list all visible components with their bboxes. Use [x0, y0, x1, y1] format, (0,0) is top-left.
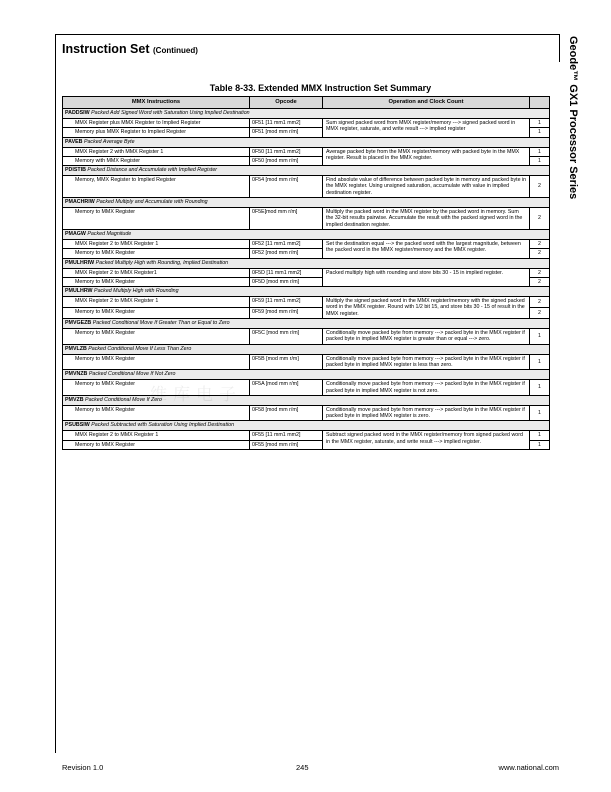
clock-count: 1 [530, 405, 550, 421]
operand-form: Memory with MMX Register [63, 156, 250, 165]
instruction-mnemonic: PMACHRIW [65, 199, 95, 206]
operand-form: Memory to MMX Register [63, 440, 250, 449]
table-body [63, 109, 550, 450]
table-row [63, 405, 550, 421]
instruction-description: Packed Conditional Move If Zero [85, 396, 162, 403]
instruction-group-cell [63, 229, 550, 239]
opcode: 0F59 [11 mm1 mm2] [250, 297, 323, 308]
operand-form: Memory to MMX Register [63, 208, 250, 230]
opcode: 0F55 [11 mm1 mm2] [250, 431, 323, 440]
section-title-text: Instruction Set [62, 42, 150, 56]
instruction-group-row [63, 166, 550, 176]
opcode: 0F5D [11 mm1 mm2] [250, 268, 323, 277]
opcode: 0F58 [mod mm r/m] [250, 405, 323, 421]
instruction-description: Packed Distance and Accumulate with Implied Register [87, 167, 218, 174]
table-row [63, 380, 550, 396]
clock-count: 1 [530, 119, 550, 128]
operation-text: Multiply the packed word in the MMX register by the packed word in memory. Sum the 32-bit results pairwise. Accumulate the result with the packed signed word in the implied destination register. [323, 208, 530, 230]
instruction-group-cell [63, 370, 550, 380]
table-row [63, 176, 550, 198]
operand-form: Memory to MMX Register [63, 405, 250, 421]
clock-count: 1 [530, 156, 550, 165]
operand-form: MMX Register 2 to MMX Register 1 [63, 239, 250, 248]
opcode: 0F51 [11 mm1 mm2] [250, 119, 323, 128]
operation-text: Average packed byte from the MMX register/memory with packed byte in the MMX register. Result is placed in the MMX register. [323, 147, 530, 166]
header-clock [530, 97, 550, 109]
instruction-group-row [63, 287, 550, 297]
instruction-group-row [63, 395, 550, 405]
instruction-description: Packed Add Signed Word with Saturation Using Implied Destination [91, 110, 250, 116]
table-row [63, 268, 550, 277]
clock-count: 2 [530, 268, 550, 277]
operand-form: Memory to MMX Register [63, 249, 250, 258]
instruction-mnemonic: PSUBSIW [65, 422, 90, 429]
clock-count: 2 [530, 249, 550, 258]
instruction-group-row [63, 137, 550, 147]
operation-text: Conditionally move packed byte from memory ---> packed byte in the MMX register if packed byte in implied MMX register is zero. [323, 405, 530, 421]
instruction-group-cell [63, 166, 550, 176]
opcode: 0F55 [mod mm r/m] [250, 440, 323, 449]
table-title: Table 8-33. Extended MMX Instruction Set Summary [209, 83, 432, 93]
header-opcode: Opcode [250, 97, 323, 109]
operation-text: Sum signed packed word from MMX register/memory ---> signed packed word in MMX register, saturate, and write result ---> implied register [323, 119, 530, 138]
operation-text: Multiply the signed packed word in the MMX register/memory with the signed packed word in the MMX register. Round with 1/2 bit 15, and store bits 30 - 15 of result in the MMX register. [323, 297, 530, 319]
operand-form: MMX Register 2 with MMX Register 1 [63, 147, 250, 156]
operation-text: Conditionally move packed byte from memory ---> packed byte in the MMX register if packed byte in implied MMX register is not zero. [323, 380, 530, 396]
table-row [63, 208, 550, 230]
instruction-description: Packed Average Byte [83, 138, 135, 145]
instruction-table [62, 96, 550, 450]
operand-form: Memory plus MMX Register to Implied Register [63, 128, 250, 137]
instruction-group-cell [63, 137, 550, 147]
instruction-mnemonic: PMVZB [65, 396, 84, 403]
instruction-description: Packed Conditional Move If Less Than Zero [88, 345, 192, 352]
instruction-description: Packed Subtracted with Saturation Using Implied Destination [91, 422, 235, 429]
instruction-group-cell [63, 395, 550, 405]
opcode: 0F5B [mod mm r/m] [250, 354, 323, 370]
instruction-group-row [63, 109, 550, 119]
instruction-group-cell [63, 319, 550, 329]
instruction-mnemonic: PADDSIW [65, 110, 90, 116]
table-row [63, 147, 550, 156]
clock-count: 1 [530, 329, 550, 345]
operation-text: Conditionally move packed byte from memory ---> packed byte in the MMX register if packed byte in implied MMX register is greater than or equal ---> zero. [323, 329, 530, 345]
instruction-description: Packed Multiply High with Rounding, Implied Destination [95, 259, 229, 266]
operation-text: Subtract signed packed word in the MMX register/memory from signed packed word in the MMX register, saturate, and write result ---> implied register. [323, 431, 530, 450]
opcode: 0F5E[mod mm r/m] [250, 208, 323, 230]
operation-text: Set the destination equal ---> the packed word with the largest magnitude, between the packed word in the MMX register/memory and the MMX register. [323, 239, 530, 258]
clock-count: 1 [530, 431, 550, 440]
instruction-group-cell [63, 421, 550, 431]
operation-text: Find absolute value of difference between packed byte in memory and packed byte in the MMX register. Using unsigned saturation, accumulate with value in implied destination register. [323, 176, 530, 198]
instruction-description: Packed Magnitude [87, 230, 132, 237]
section-title-suffix: (Continued) [153, 46, 198, 55]
clock-count: 2 [530, 208, 550, 230]
clock-count: 1 [530, 440, 550, 449]
footer-website: www.national.com [498, 763, 559, 772]
instruction-group-cell [63, 258, 550, 268]
instruction-mnemonic: PMULHRW [65, 288, 93, 295]
opcode: 0F52 [11 mm1 mm2] [250, 239, 323, 248]
table-row [63, 239, 550, 248]
header-operation: Operation and Clock Count [323, 97, 530, 109]
instruction-mnemonic: PMAGW [65, 230, 86, 237]
instruction-group-cell [63, 287, 550, 297]
clock-count: 2 [530, 176, 550, 198]
clock-count: 1 [530, 147, 550, 156]
instruction-group-row [63, 421, 550, 431]
instruction-mnemonic: PAVEB [65, 138, 83, 145]
table-row [63, 297, 550, 308]
instruction-description: Packed Conditional Move If Greater Than or Equal to Zero [92, 320, 230, 327]
operand-form: Memory to MMX Register [63, 277, 250, 286]
instruction-group-row [63, 370, 550, 380]
operand-form: Memory to MMX Register [63, 380, 250, 396]
opcode: 0F5D [mod mm r/m] [250, 277, 323, 286]
operand-form: MMX Register 2 to MMX Register1 [63, 268, 250, 277]
table-row [63, 431, 550, 440]
operand-form: Memory to MMX Register [63, 329, 250, 345]
table-row [63, 119, 550, 128]
instruction-description: Packed Conditional Move If Not Zero [88, 371, 176, 378]
operand-form: Memory to MMX Register [63, 354, 250, 370]
footer-page-number: 245 [296, 763, 309, 772]
frame-tick [559, 34, 560, 62]
table-row [63, 354, 550, 370]
instruction-description: Packed Multiply and Accumulate with Rounding [96, 199, 208, 206]
instruction-group-row [63, 229, 550, 239]
instruction-mnemonic: PDISTIB [65, 167, 86, 174]
clock-count: 1 [530, 380, 550, 396]
operand-form: Memory, MMX Register to Implied Register [63, 176, 250, 198]
instruction-mnemonic: PMVLZB [65, 345, 87, 352]
table-row [63, 329, 550, 345]
side-title-text: Geode™ GX1 Processor Series [567, 36, 579, 200]
opcode: 0F59 [mod mm r/m] [250, 308, 323, 319]
opcode: 0F5C [mod mm r/m] [250, 329, 323, 345]
section-title [62, 42, 198, 56]
opcode: 0F54 [mod mm r/m] [250, 176, 323, 198]
clock-count: 1 [530, 354, 550, 370]
clock-count: 2 [530, 277, 550, 286]
instruction-mnemonic: PMVNZB [65, 371, 88, 378]
side-title [566, 36, 580, 336]
opcode: 0F51 [mod mm r/m] [250, 128, 323, 137]
instruction-group-cell [63, 344, 550, 354]
opcode: 0F52 [mod mm r/m] [250, 249, 323, 258]
operand-form: MMX Register 2 to MMX Register 1 [63, 431, 250, 440]
clock-count: 2 [530, 308, 550, 319]
header-instructions: MMX Instructions [63, 97, 250, 109]
instruction-group-cell [63, 198, 550, 208]
operand-form: MMX Register 2 to MMX Register 1 [63, 297, 250, 308]
operation-text: Conditionally move packed byte from memory ---> packed byte in the MMX register if packed byte in implied MMX register is less than zero. [323, 354, 530, 370]
operation-text: Packed multiply high with rounding and store bits 30 - 15 in implied register. [323, 268, 530, 287]
instruction-mnemonic: PMVGEZB [65, 320, 92, 327]
instruction-mnemonic: PMULHRIW [65, 259, 95, 266]
instruction-description: Packed Multiply High with Rounding [94, 288, 179, 295]
clock-count: 2 [530, 239, 550, 248]
instruction-group-cell [63, 109, 550, 119]
instruction-group-row [63, 344, 550, 354]
footer-revision: Revision 1.0 [62, 763, 104, 772]
opcode: 0F50 [11 mm1 mm2] [250, 147, 323, 156]
clock-count: 1 [530, 128, 550, 137]
operand-form: Memory to MMX Register [63, 308, 250, 319]
opcode: 0F5A [mod mm r/m] [250, 380, 323, 396]
clock-count: 2 [530, 297, 550, 308]
operand-form: MMX Register plus MMX Register to Implied Register [63, 119, 250, 128]
opcode: 0F50 [mod mm r/m] [250, 156, 323, 165]
table-header-row [63, 97, 550, 109]
instruction-group-row [63, 319, 550, 329]
instruction-group-row [63, 198, 550, 208]
instruction-group-row [63, 258, 550, 268]
watermark: 维库电子 [150, 385, 242, 404]
